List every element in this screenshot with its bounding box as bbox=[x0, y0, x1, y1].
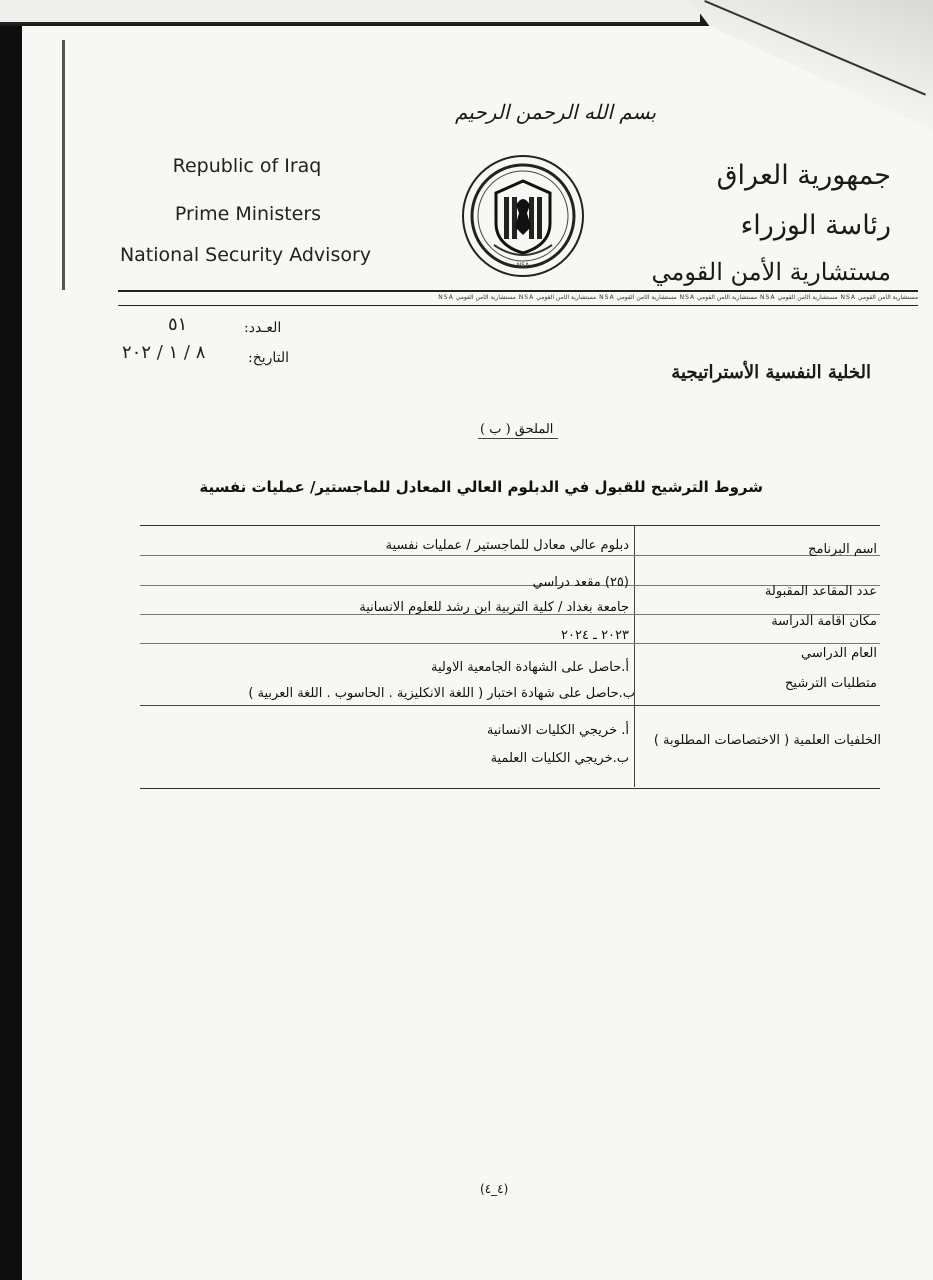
number-value: ٥١ bbox=[168, 314, 188, 335]
date-value: ٨ / ١ / ٢٠٢ bbox=[122, 342, 206, 363]
conditions-table bbox=[140, 525, 880, 789]
header-ar-nsa: مستشارية الأمن القومي bbox=[651, 258, 891, 286]
document-title: شروط الترشيح للقبول في الدبلوم العالي المعادل للماجستير/ عمليات نفسية bbox=[199, 478, 763, 496]
table-row-divider bbox=[140, 555, 880, 556]
emblem-seal-icon bbox=[460, 153, 586, 279]
header-en-prime-ministers: Prime Ministers bbox=[174, 203, 322, 225]
table-label-requirements: متطلبات الترشيح bbox=[785, 676, 877, 691]
table-label-location: مكان اقامة الدراسة bbox=[771, 614, 877, 629]
table-value-program: دبلوم عالي معادل للماجستير / عمليات نفسية bbox=[385, 538, 629, 553]
table-value-background-a: أ. خريجي الكليات الانسانية bbox=[486, 723, 629, 738]
issuing-cell-name: الخلية النفسية الأستراتيجية bbox=[671, 362, 871, 383]
table-value-background-b: ب.خريجي الكليات العلمية bbox=[490, 751, 629, 766]
table-value-year: ٢٠٢٣ ـ ٢٠٢٤ bbox=[561, 628, 629, 643]
header-ar-republic: جمهورية العراق bbox=[716, 160, 891, 191]
header-en-republic: Republic of Iraq bbox=[172, 155, 322, 177]
date-label: التاريخ: bbox=[248, 350, 290, 366]
table-label-year: العام الدراسي bbox=[800, 646, 877, 661]
annex-label: الملحق ( ب ) bbox=[480, 422, 554, 437]
underlying-page-edge bbox=[0, 0, 700, 24]
table-label-seats: عدد المقاعد المقبولة bbox=[764, 584, 877, 599]
number-label: العـدد: bbox=[244, 320, 282, 336]
header-rule-text: مستشارية الأمن القومي NSA مستشارية الأمن القومي NSA مستشارية الأمن القومي NSA مستشارية الأمن القومي NSA مستشارية الأمن القومي NSA مستشارية الأمن القومي NSA bbox=[438, 294, 918, 301]
table-label-backgrounds: الخلفيات العلمية ( الاختصاصات المطلوبة ) bbox=[653, 733, 881, 748]
basmala: بسم الله الرحمن الرحيم bbox=[455, 100, 657, 124]
svg-text:NSA: NSA bbox=[516, 262, 530, 269]
header-rule-bottom bbox=[118, 305, 918, 306]
table-row-divider bbox=[140, 705, 880, 706]
table-row-divider bbox=[140, 643, 880, 644]
header-ar-prime-ministry: رئاسة الوزراء bbox=[740, 210, 891, 241]
table-label-program: اسم البرنامج bbox=[808, 542, 877, 557]
header-rule-top bbox=[118, 290, 918, 292]
table-value-requirement-b: ب.حاصل على شهادة اختبار ( اللغة الانكليزية . الحاسوب . اللغة العربية ) bbox=[248, 686, 635, 701]
binding-mark bbox=[62, 40, 65, 290]
page-number: (٤_٤) bbox=[480, 1182, 509, 1196]
header-en-nsa: National Security Advisory bbox=[119, 244, 372, 266]
annex-underline bbox=[478, 438, 558, 439]
table-value-seats: (٢٥) مقعد دراسي bbox=[532, 575, 629, 590]
table-column-divider bbox=[634, 525, 635, 787]
table-value-location: جامعة بغداد / كلية التربية ابن رشد للعلوم الانسانية bbox=[359, 600, 629, 615]
table-value-requirement-a: أ.حاصل على الشهادة الجامعية الاولية bbox=[431, 660, 629, 675]
